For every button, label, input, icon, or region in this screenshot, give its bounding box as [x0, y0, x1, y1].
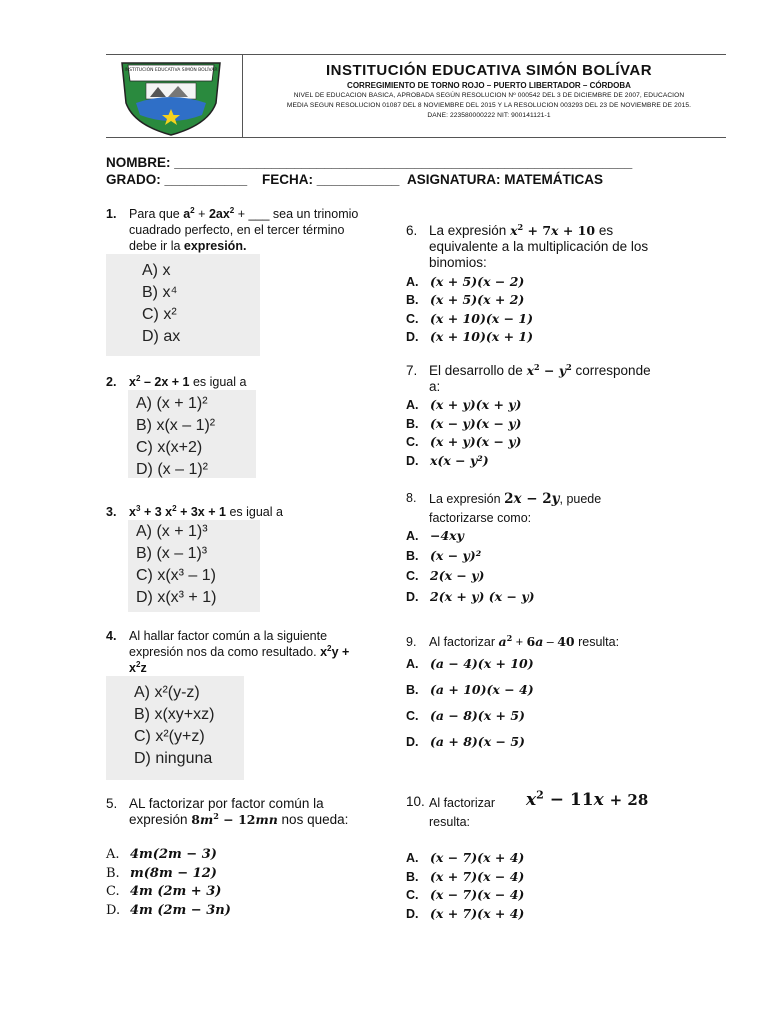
option-text: (a + 8)(x − 5) [430, 734, 525, 749]
option-letter: C. [406, 709, 419, 723]
question-number: 8. [406, 491, 417, 505]
option-c[interactable]: C) x²(y+z) [134, 728, 205, 745]
question-9 [406, 634, 706, 650]
option-c[interactable]: C) x(x³ – 1) [136, 567, 216, 584]
option-b[interactable] [406, 291, 533, 309]
option-text: (x + 10)(x − 1) [430, 310, 534, 326]
question-1 [106, 206, 366, 254]
option-letter: A. [406, 275, 419, 289]
option-letter: C. [406, 888, 419, 903]
option-c[interactable] [406, 703, 534, 729]
option-a[interactable] [406, 651, 534, 677]
option-text: (x − y)² [430, 548, 482, 564]
question-number: 3. [106, 505, 117, 519]
resolution-line-2: MEDIA SEGUN RESOLUCION 01087 DEL 8 NOVIEMBRE DEL 2015 Y LA RESOLUCION 003293 DEL 23 DE NOVIEMBRE DE 2015. [286, 102, 692, 109]
question-text: Para que $a^2 + 2ax^2$ + ___ sea un trinomio cuadrado perfecto, en el tercer término debe ir la expresión. [129, 205, 359, 253]
question-6 [406, 223, 656, 271]
option-letter: A. [406, 529, 419, 543]
option-letter: D. [406, 589, 419, 604]
option-c[interactable] [406, 886, 524, 905]
option-letter: B. [406, 549, 419, 564]
option-text: (a + 10)(x − 4) [430, 682, 534, 697]
option-text: (x + y)(x + y) [430, 397, 522, 412]
question-text-2: resulta: [429, 815, 470, 829]
school-title: INSTITUCIÓN EDUCATIVA SIMÓN BOLÍVAR [325, 62, 653, 79]
option-b[interactable] [406, 415, 521, 434]
question-text: Al factorizar $a^2 + 6a - 40$ resulta: [429, 632, 620, 649]
option-d[interactable]: D) ax [142, 328, 181, 345]
option-d[interactable]: D) x(x³ + 1) [136, 589, 217, 606]
option-letter: D. [406, 329, 419, 344]
option-text: −4xy [430, 528, 464, 543]
question-number: 9. [406, 635, 417, 649]
option-text: (x + 5)(x + 2) [430, 292, 525, 308]
option-c[interactable] [406, 566, 535, 586]
option-text: (a − 4)(x + 10) [430, 656, 534, 671]
question-8 [406, 490, 656, 528]
option-d[interactable] [406, 587, 535, 607]
option-a[interactable] [406, 526, 535, 546]
option-b[interactable]: B) (x – 1)³ [136, 545, 208, 562]
question-number: 1. [106, 207, 117, 221]
option-letter: B. [106, 865, 120, 881]
option-letter: A. [106, 847, 120, 862]
option-letter: B. [406, 293, 419, 308]
option-d[interactable] [406, 905, 524, 924]
options-image-q3 [128, 520, 260, 612]
question-4 [106, 628, 368, 676]
option-text: (x − 7)(x + 4) [430, 850, 525, 865]
option-c[interactable]: C) x(x+2) [136, 439, 203, 456]
option-b[interactable] [406, 677, 534, 703]
options-q5 [106, 846, 231, 920]
option-letter: D. [406, 453, 419, 468]
option-text: (x + 7)(x − 4) [430, 868, 525, 884]
header-bottom-rule [106, 137, 726, 138]
question-number: 6. [406, 223, 418, 238]
option-text: 4m(2m − 3) [130, 847, 217, 862]
grado-field: GRADO: ___________ [106, 172, 248, 187]
option-text: (x + y)(x − y) [430, 434, 522, 450]
option-a[interactable] [406, 396, 521, 415]
option-a[interactable]: A) x [142, 262, 171, 279]
option-text: (x − y)(x − y) [430, 415, 522, 431]
options-image-q1 [106, 254, 260, 356]
option-b[interactable] [406, 546, 535, 566]
option-a[interactable]: A) (x + 1)³ [136, 523, 208, 540]
option-text: 4m (2m − 3n) [130, 902, 231, 918]
options-q8 [406, 526, 535, 607]
option-b[interactable]: B) x(x – 1)² [136, 417, 216, 434]
option-d[interactable] [406, 328, 533, 346]
option-text: m(8m − 12) [130, 865, 217, 881]
option-letter: B. [406, 869, 419, 884]
option-letter: D. [406, 735, 419, 749]
option-d[interactable] [106, 902, 231, 921]
options-q10 [406, 849, 524, 923]
question-number: 4. [106, 629, 117, 643]
option-letter: B. [406, 416, 419, 431]
option-letter: B. [406, 683, 419, 697]
option-letter: C. [406, 311, 419, 326]
nombre-field: NOMBRE: _____________________________________________________________ [106, 155, 633, 170]
option-text: x(x − y²) [430, 452, 489, 468]
question-number: 2. [106, 375, 117, 389]
fecha-field: FECHA: ___________ [262, 172, 400, 187]
option-letter: D. [406, 906, 419, 921]
option-c[interactable] [406, 310, 533, 328]
question-7 [406, 363, 656, 395]
question-number: 5. [106, 796, 118, 811]
asignatura-field: ASIGNATURA: MATEMÁTICAS [407, 172, 603, 187]
option-c[interactable] [106, 883, 231, 902]
header-top-rule [106, 54, 726, 55]
option-b[interactable]: B) x⁴ [142, 284, 178, 301]
question-text: Al factorizar [429, 796, 495, 810]
option-letter: C. [106, 884, 120, 899]
resolution-line-1: NIVEL DE EDUCACION BASICA, APROBADA SEGÚN RESOLUCION Nº 000542 DEL 3 DE DICIEMBRE DE 2007, EDUCACION [293, 92, 685, 99]
option-text: 2(x + y) (x − y) [430, 588, 535, 604]
option-letter: A. [406, 851, 419, 865]
option-letter: A. [406, 657, 419, 671]
question-2 [106, 374, 366, 390]
dane-nit-line: DANE: 223580000222 NIT: 900141121-1 [427, 112, 551, 119]
option-d[interactable]: D) (x – 1)² [136, 461, 208, 478]
options-q9 [406, 651, 534, 755]
option-a[interactable]: A) x²(y-z) [134, 684, 200, 701]
option-a[interactable]: A) (x + 1)² [136, 395, 208, 412]
svg-text:INSTITUCIÓN EDUCATIVA SIMÓN BO: INSTITUCIÓN EDUCATIVA SIMÓN BOLÍVAR [124, 68, 218, 73]
question-text: $x^2 - 2x + 1$ es igual a [129, 373, 247, 389]
option-text: (x + 5)(x − 2) [430, 274, 525, 289]
question-text: Al hallar factor común a la siguiente expresión nos da como resultado. $x^2y + x^2z$ [129, 629, 350, 675]
option-letter: C. [406, 569, 419, 584]
question-text: $x^3 + 3$ $x^2 + 3x + 1$ es igual a [129, 503, 283, 519]
school-location: CORREGIMIENTO DE TORNO ROJO – PUERTO LIBERTADOR – CÓRDOBA [347, 81, 631, 90]
option-a[interactable] [406, 273, 533, 291]
school-crest-logo [108, 57, 234, 137]
option-a[interactable] [406, 849, 524, 868]
option-b[interactable] [406, 868, 524, 887]
options-image-q4 [106, 676, 244, 780]
question-5 [106, 796, 368, 828]
option-a[interactable] [106, 846, 231, 865]
option-d[interactable] [406, 729, 534, 755]
question-text: La expresión 2x − 2y, puede factorizarse como: [429, 491, 602, 525]
option-c[interactable]: C) x² [142, 306, 177, 323]
options-image-q2 [128, 390, 256, 478]
option-text: (x + 10)(x + 1) [430, 328, 534, 344]
option-letter: C. [406, 435, 419, 450]
option-d[interactable] [406, 452, 521, 471]
option-text: (x − 7)(x − 4) [430, 887, 525, 903]
option-b[interactable] [106, 865, 231, 884]
header-divider [242, 54, 243, 138]
option-text: 4m (2m + 3) [130, 884, 222, 899]
question-text: El desarrollo de $x^2 - y^2$ corresponde a: [429, 361, 651, 394]
option-text: 2(x − y) [430, 568, 485, 584]
option-text: (x + 7)(x + 4) [430, 905, 525, 921]
options-q6 [406, 273, 533, 346]
option-c[interactable] [406, 433, 521, 452]
option-text: (a − 8)(x + 5) [430, 708, 525, 723]
question-3 [106, 504, 366, 520]
question-text: AL factorizar por factor común la expresión $8m^2 - 12mn$ nos queda: [129, 796, 349, 827]
question-expression: $x^2 - 11x + 28$ [526, 788, 649, 810]
option-d[interactable]: D) ninguna [134, 750, 213, 767]
question-number: 10. [406, 794, 425, 809]
question-number: 7. [406, 363, 418, 378]
options-q7 [406, 396, 521, 470]
option-b[interactable]: B) x(xy+xz) [134, 706, 215, 723]
option-letter: A. [406, 398, 419, 412]
option-letter: D. [106, 902, 121, 918]
question-text: La expresión $x^2 + 7x + 10$ es equivalente a la multiplicación de los binomios: [429, 221, 649, 270]
